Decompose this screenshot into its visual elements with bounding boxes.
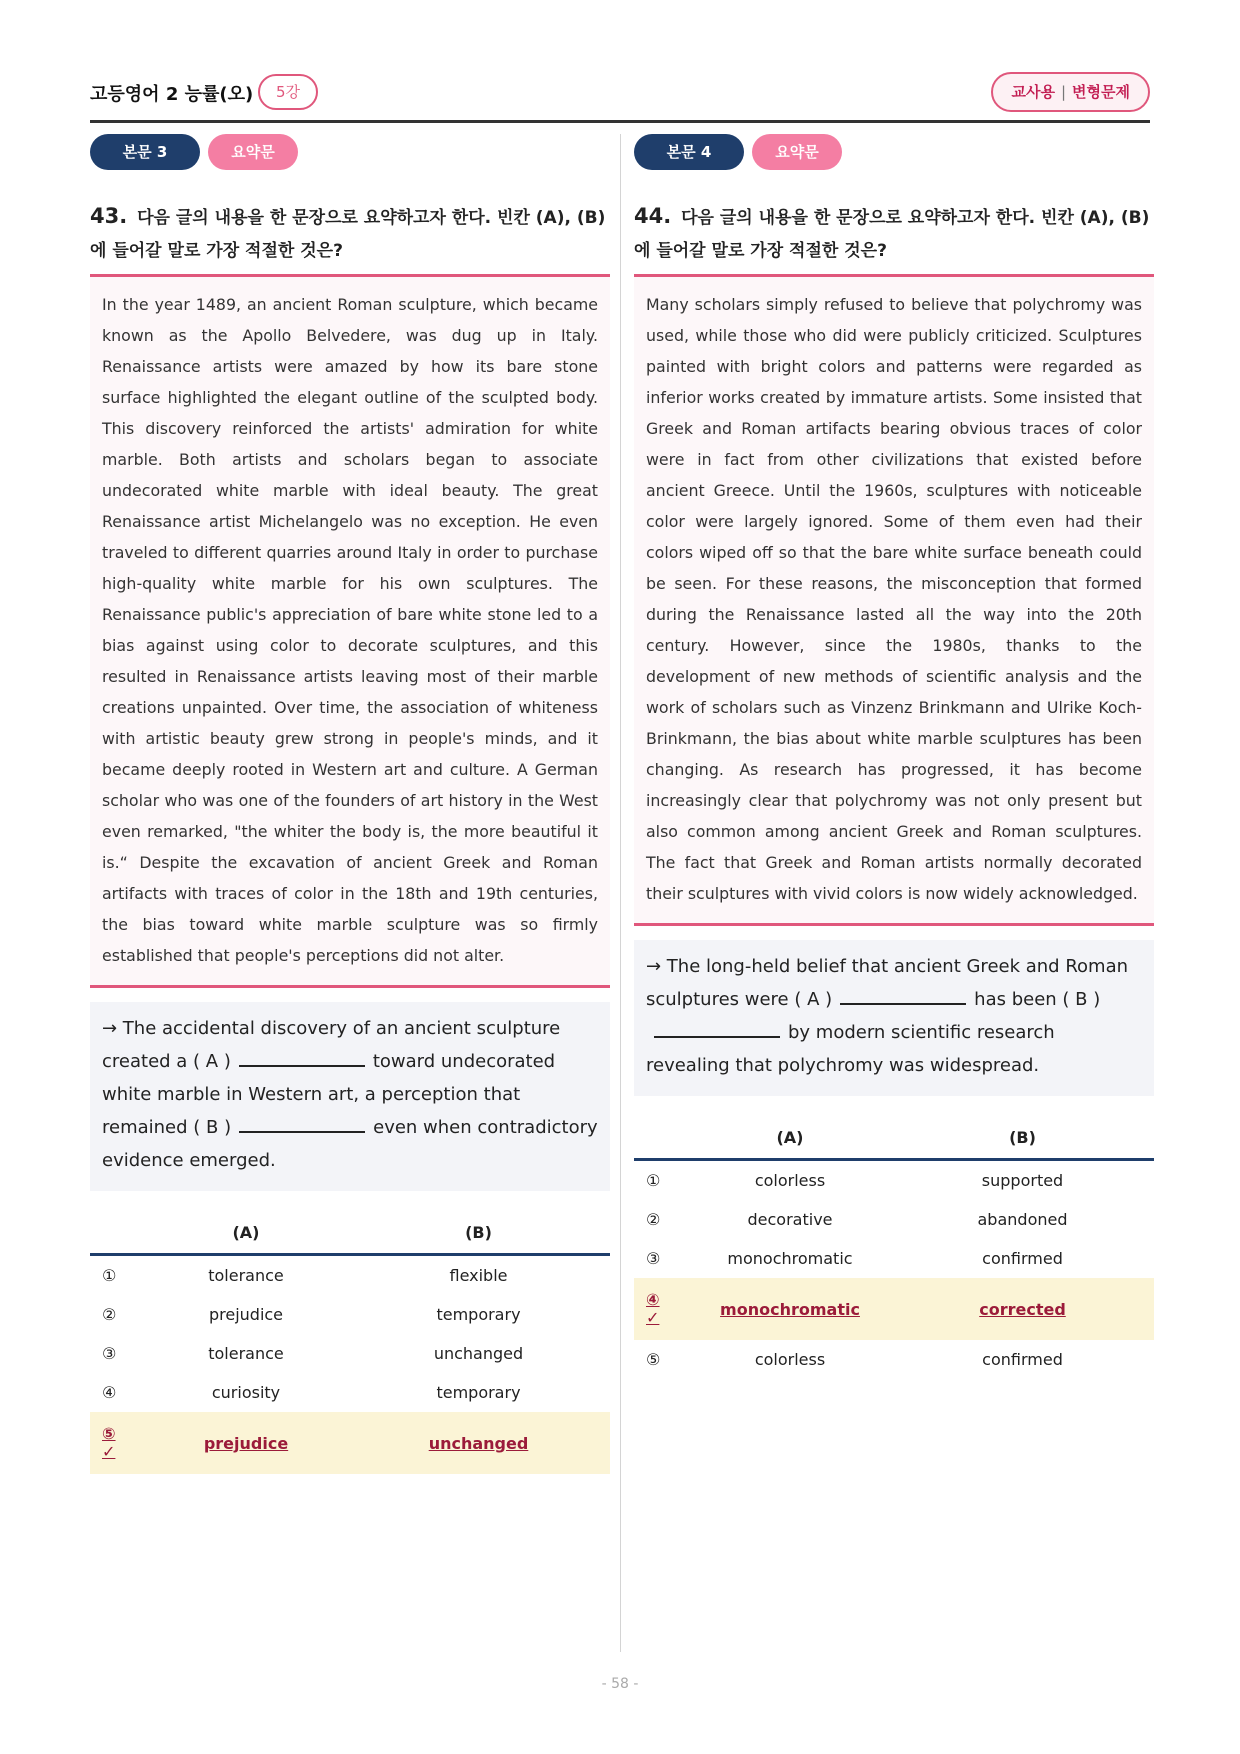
option-number: ① [646,1171,661,1190]
column-a-header: (A) [145,1211,347,1255]
question-43-column [90,134,610,1474]
option-row[interactable] [634,1200,1154,1239]
option-row[interactable] [90,1334,610,1373]
option-a: prejudice [208,1305,284,1324]
option-number: ③ [102,1344,117,1363]
question-prompt [90,200,610,277]
option-b: abandoned [977,1210,1068,1229]
summary-part-2: has been ( B ) [974,989,1101,1010]
blank-b [239,1111,365,1133]
section-badge: 본문 3 [90,134,200,170]
header-rule [90,120,1150,123]
option-number [634,1278,689,1340]
question-44-column [634,134,1154,1379]
question-text: 다음 글의 내용을 한 문장으로 요약하고자 한다. 빈칸 (A), (B)에 들어갈 말로 가장 적절한 것은? [634,208,1150,261]
option-number: ② [646,1210,661,1229]
option-number: ① [102,1266,117,1285]
option-number: ③ [646,1249,661,1268]
option-b: supported [981,1171,1064,1190]
check-icon: ✓ [646,1308,660,1327]
audience-label: 교사용 [1011,83,1055,101]
option-b: unchanged [347,1412,610,1474]
type-tag: 요약문 [208,134,298,170]
option-a: prejudice [145,1412,347,1474]
summary-part-2: toward undecorated white marble in Western art, a perception that remained ( B ) [102,1051,556,1138]
option-number: ② [102,1305,117,1324]
summary-part-3: by modern scientific research revealing that polychromy was widespread. [646,1022,1055,1076]
option-a: decorative [747,1210,833,1229]
question-number: 43. [90,204,128,228]
summary-part-1: → The accidental discovery of an ancient sculpture created a ( A ) [102,1018,561,1072]
check-icon: ✓ [102,1442,116,1461]
column-b-header: (B) [347,1211,610,1255]
blank-b [654,1016,780,1038]
page-number: - 58 - [601,1676,639,1692]
correct-option-row[interactable] [634,1278,1154,1340]
summary-box [634,940,1154,1096]
answer-options-table [634,1116,1154,1379]
answer-options-table [90,1211,610,1474]
edition-badge [991,72,1150,112]
summary-part-1: → The long-held belief that ancient Greek and Roman sculptures were ( A ) [646,956,1129,1010]
section-tags [90,134,610,170]
option-number-label: ④ [646,1290,660,1309]
badge-separator: | [1060,83,1067,101]
option-row[interactable] [634,1160,1154,1201]
option-a: tolerance [208,1266,284,1285]
empty-header [634,1116,689,1160]
option-number: ⑤ [646,1350,661,1369]
option-row[interactable] [634,1340,1154,1379]
blank-a [840,983,966,1005]
option-number-label: ⑤ [102,1424,116,1443]
passage-text: In the year 1489, an ancient Roman sculpture, which became known as the Apollo Belvedere, was dug up in Italy. Renaissance artists were amazed by how its bare stone surface highlighted the elegant outline of the sculpted body. This discovery reinforced the artists' admiration for white marble. Both artists and scholars began to associate undecorated white marble with ideal beauty. The great Renaissance artist Michelangelo was no exception. He even traveled to different quarries around Italy in order to purchase high-quality white marble for his own sculptures. The Renaissance public's appreciation of bare white stone led to a bias against using color to decorate sculptures, and this resulted in Renaissance artists leaving most of their marble creations unpainted. Over time, the association of whiteness with artistic beauty grew strong in people's minds, and it became deeply rooted in Western art and culture. A German scholar who was one of the founders of art history in the West even remarked, "the whiter the body is, the more beautiful it is.“ Despite the excavation of ancient Greek and Roman artifacts with traces of color in the 18th and 19th centuries, the bias toward white marble sculpture was so firmly established that people's perceptions did not alter. [90,277,610,988]
book-title: 고등영어 2 능률(오) [90,84,254,105]
option-a: monochromatic [727,1249,853,1268]
question-number: 44. [634,204,672,228]
column-divider [620,134,621,1652]
option-row[interactable] [90,1295,610,1334]
option-a: colorless [754,1171,826,1190]
option-b: temporary [436,1383,521,1402]
section-tags [634,134,1154,170]
option-row[interactable] [634,1239,1154,1278]
page-header [90,72,1150,124]
column-a-header: (A) [689,1116,891,1160]
type-tag: 요약문 [752,134,842,170]
question-text: 다음 글의 내용을 한 문장으로 요약하고자 한다. 빈칸 (A), (B)에 들어갈 말로 가장 적절한 것은? [90,208,606,261]
section-badge: 본문 4 [634,134,744,170]
option-a: monochromatic [689,1278,891,1340]
option-b: confirmed [982,1249,1063,1268]
summary-box [90,1002,610,1191]
option-b: temporary [436,1305,521,1324]
question-prompt [634,200,1154,277]
option-number: ④ [102,1383,117,1402]
empty-header [90,1211,145,1255]
lesson-badge: 5강 [258,74,318,110]
option-b: confirmed [982,1350,1063,1369]
option-row[interactable] [90,1255,610,1296]
option-a: colorless [754,1350,826,1369]
option-row[interactable] [90,1373,610,1412]
option-a: curiosity [211,1383,281,1402]
option-a: tolerance [208,1344,284,1363]
option-b: unchanged [433,1344,524,1363]
summary-part-3: even when contradictory evidence emerged. [102,1117,598,1171]
type-label: 변형문제 [1072,83,1130,101]
blank-a [239,1045,365,1067]
correct-option-row[interactable] [90,1412,610,1474]
column-b-header: (B) [891,1116,1154,1160]
passage-text: Many scholars simply refused to believe that polychromy was used, while those who did were publicly criticized. Sculptures painted with bright colors and patterns were regarded as inferior works created by immature artists. Some insisted that Greek and Roman artifacts bearing obvious traces of color were in fact from other civilizations that existed before ancient Greece. Until the 1960s, sculptures with noticeable color were largely ignored. Some of them even had their colors wiped off so that the bare white surface beneath could be seen. For these reasons, the misconception that formed during the Renaissance lasted all the way into the 20th century. However, since the 1980s, thanks to the development of new methods of scientific analysis and the work of scholars such as Vinzenz Brinkmann and Ulrike Koch-Brinkmann, the bias about white marble sculptures has been changing. As research has progressed, it has become increasingly clear that polychromy was not only present but also common among ancient Greek and Roman sculptures. The fact that Greek and Roman artists normally decorated their sculptures with vivid colors is now widely acknowledged. [634,277,1154,926]
option-b: flexible [449,1266,508,1285]
option-b: corrected [891,1278,1154,1340]
option-number [90,1412,145,1474]
